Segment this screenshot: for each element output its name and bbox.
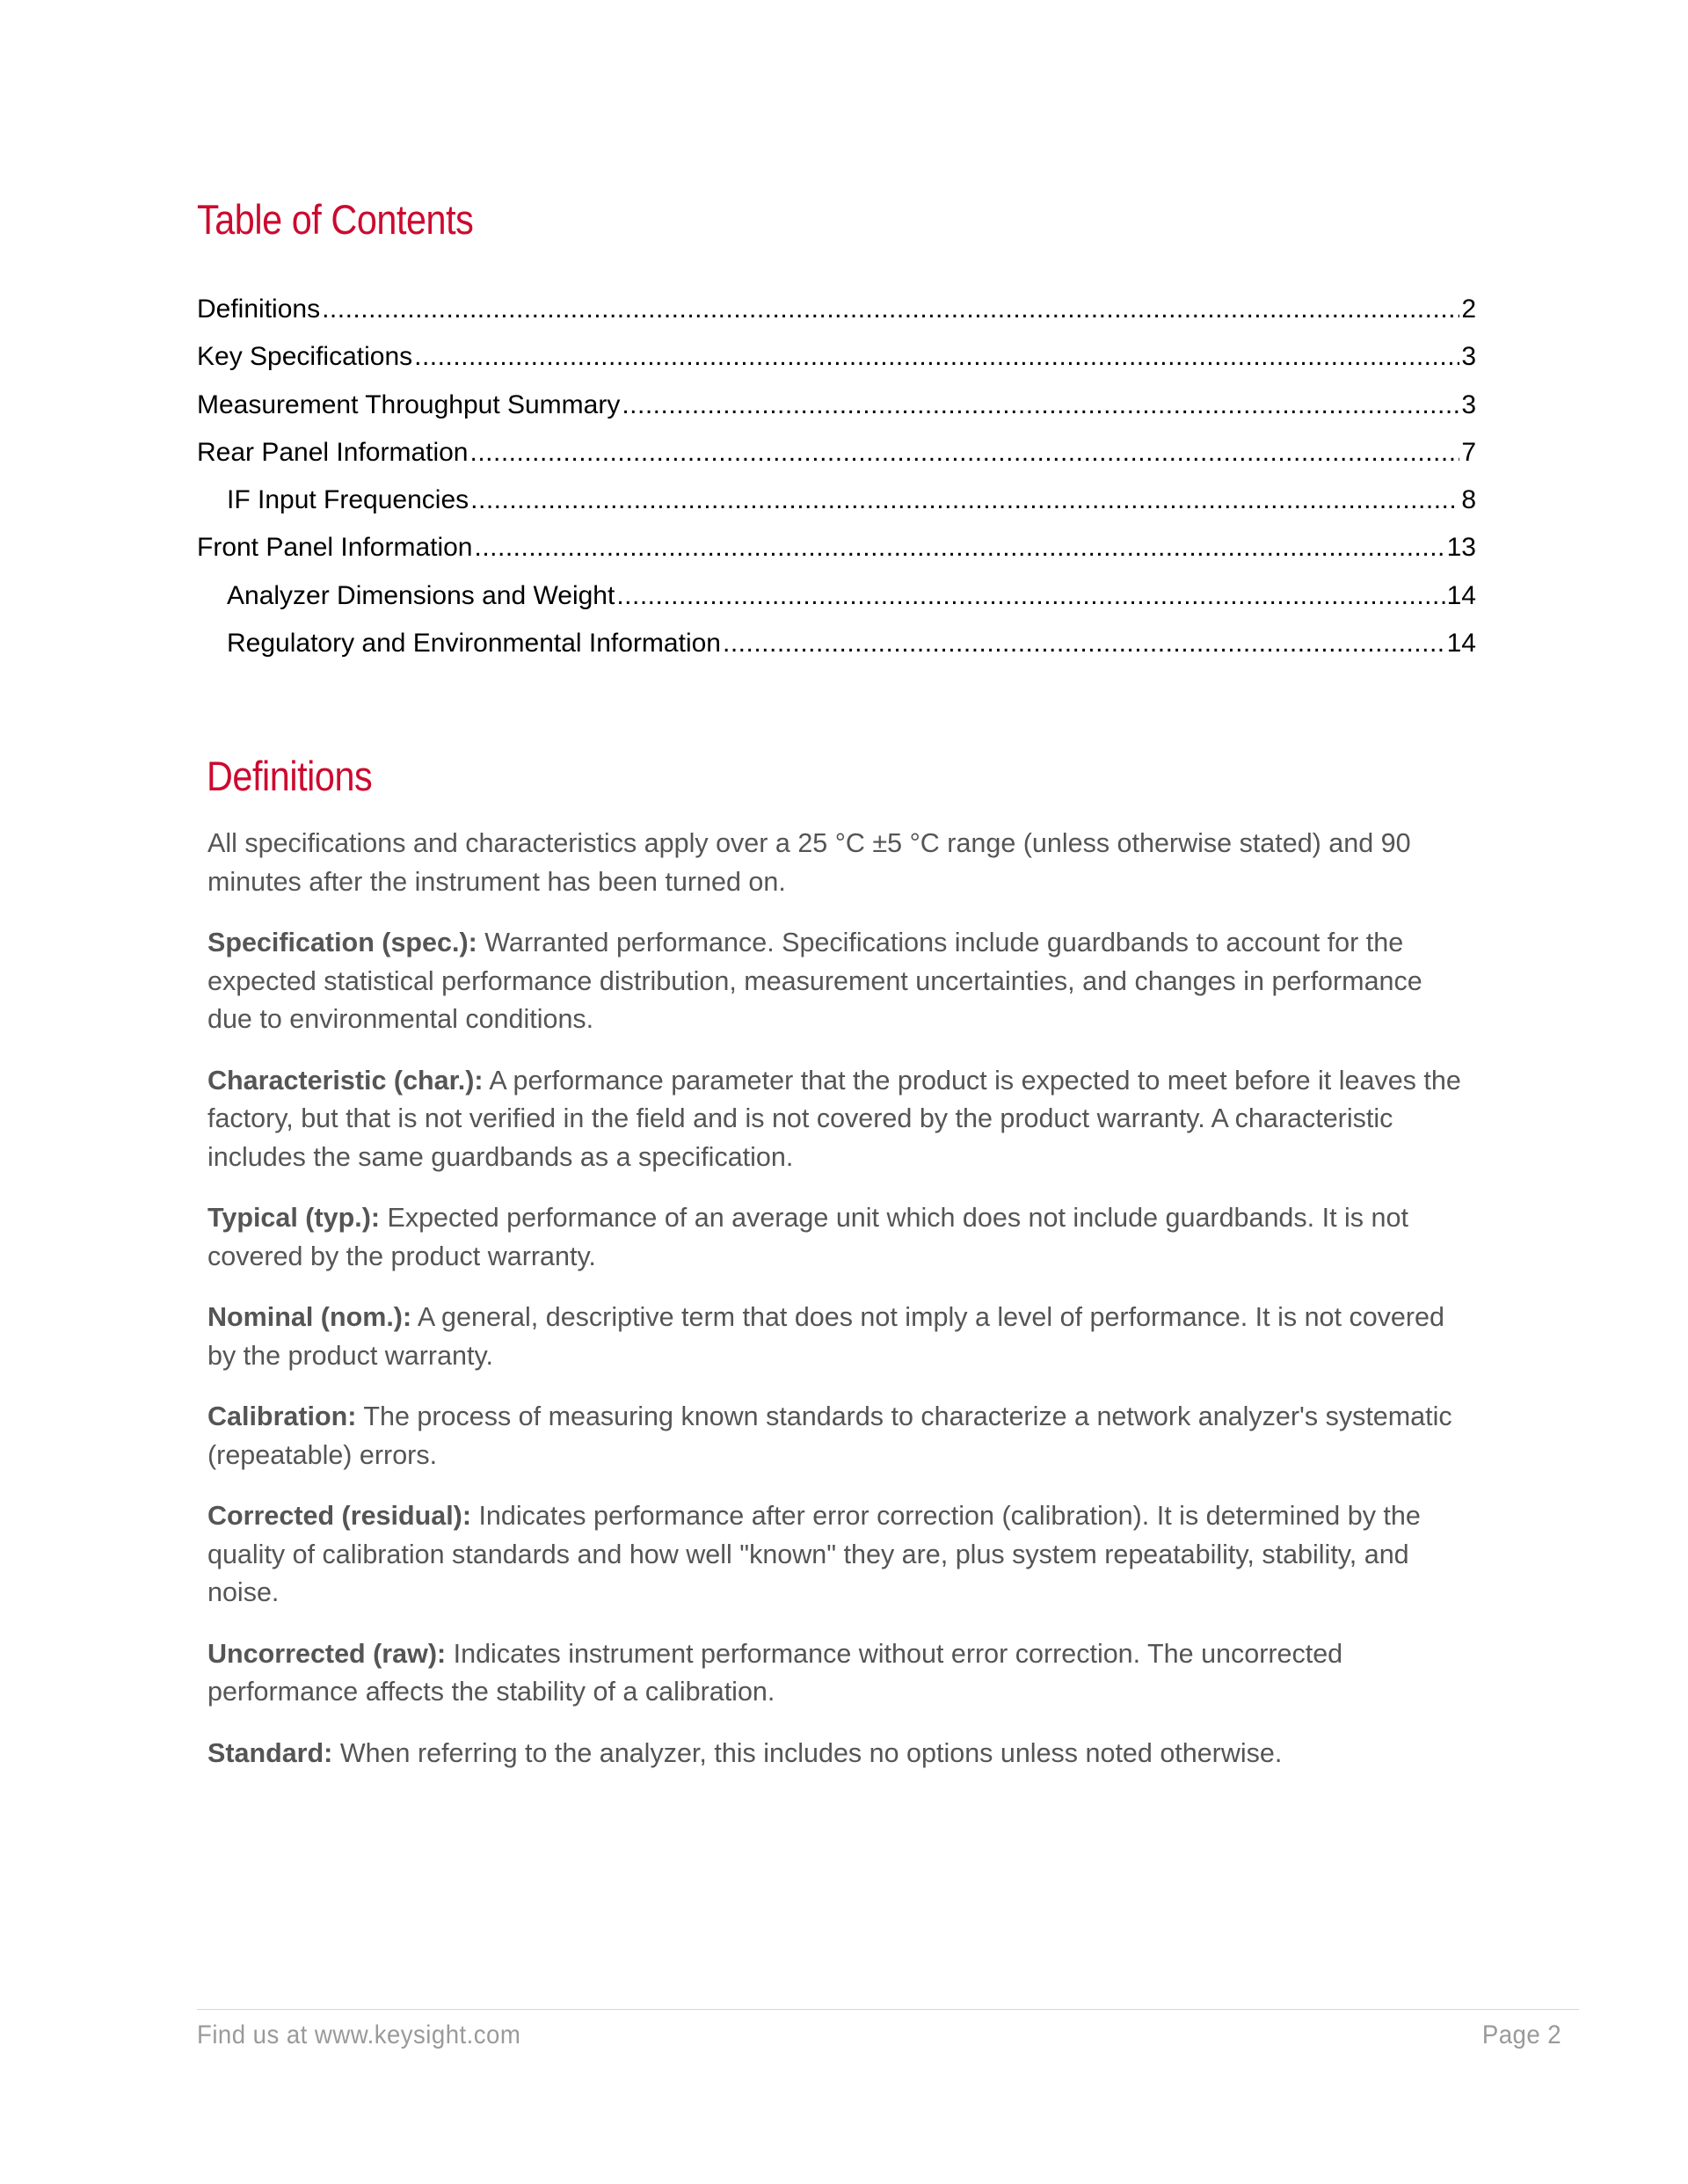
definition-text: Indicates performance after error correction (calibration). It is determined by the quality of calibration standards and how well "known" they are, plus system repeatability, stability, and noise. [207,1501,1421,1607]
toc-dot-leader [322,295,1459,324]
toc-entry-label: Front Panel Information [197,533,473,563]
toc-entry-measurement-throughput[interactable] [197,390,1476,438]
footer-page-number: Page 2 [1481,2020,1561,2049]
definition-item [207,1635,1465,1712]
table-of-contents [197,295,1476,676]
definition-text: Indicates instrument performance without error correction. The uncorrected performance affects the stability of a calibration. [207,1638,1343,1707]
definition-text: A performance parameter that the product is expected to meet before it leaves the factory, but that is not verified in the field and is not covered by the product warranty. A characteristic includes the same guardbands as a specification. [207,1065,1461,1172]
toc-entry-front-panel[interactable] [197,533,1476,580]
toc-entry-page: 7 [1461,437,1476,467]
toc-dot-leader [622,390,1459,420]
toc-entry-definitions[interactable] [197,295,1476,342]
toc-dot-leader [414,342,1459,372]
toc-entry-page: 13 [1446,533,1476,563]
definitions-heading: Definitions [207,753,373,799]
toc-dot-leader [475,533,1445,563]
toc-entry-rear-panel[interactable] [197,438,1476,485]
toc-entry-label: Regulatory and Environmental Information [227,629,721,659]
toc-entry-label: Rear Panel Information [197,437,469,467]
definition-term: Characteristic (char.): [207,1065,484,1096]
toc-entry-page: 8 [1461,485,1476,515]
toc-entry-label: Key Specifications [197,342,413,372]
toc-entry-analyzer-dimensions[interactable] [197,581,1476,629]
footer-divider [197,2009,1579,2010]
definition-text: When referring to the analyzer, this includes no options unless noted otherwise. [332,1737,1283,1768]
footer-website-link[interactable]: Find us at www.keysight.com [197,2020,521,2049]
definition-term: Standard: [207,1737,333,1768]
toc-entry-label: Definitions [197,295,321,324]
toc-entry-key-specifications[interactable] [197,342,1476,389]
definition-item [207,1497,1465,1613]
definitions-section [207,825,1465,1795]
definition-text: Warranted performance. Specifications include guardbands to account for the expected statistical performance distribution, measurement uncertainties, and changes in performance due to environmental conditions. [207,928,1422,1034]
definition-item [207,1299,1465,1375]
toc-entry-page: 14 [1446,629,1476,659]
definition-text: The process of measuring known standards to characterize a network analyzer's systematic (repeatable) errors. [207,1401,1452,1470]
toc-entry-page: 2 [1461,295,1476,324]
definition-term: Calibration: [207,1401,357,1431]
toc-entry-label: IF Input Frequencies [227,485,469,515]
toc-entry-regulatory[interactable] [197,629,1476,676]
definition-text: Expected performance of an average unit which does not include guardbands. It is not covered by the product warranty. [207,1203,1408,1271]
definition-term: Corrected (residual): [207,1501,471,1531]
definition-item [207,1062,1465,1177]
definition-text: A general, descriptive term that does not imply a level of performance. It is not covered by the product warranty. [207,1302,1444,1371]
definition-item [207,924,1465,1039]
definition-item [207,1199,1465,1276]
toc-entry-page: 14 [1446,580,1476,610]
definition-term: Typical (typ.): [207,1203,381,1233]
toc-entry-page: 3 [1461,389,1476,419]
toc-entry-page: 3 [1461,342,1476,372]
definition-item [207,1735,1465,1773]
definition-term: Uncorrected (raw): [207,1638,447,1669]
toc-dot-leader [470,485,1459,515]
definition-term: Specification (spec.): [207,928,477,957]
toc-dot-leader [470,438,1460,468]
toc-entry-label: Analyzer Dimensions and Weight [227,580,615,610]
toc-dot-leader [723,629,1445,659]
toc-title: Table of Contents [197,196,474,243]
toc-dot-leader [616,581,1444,611]
toc-entry-if-input-frequencies[interactable] [197,485,1476,533]
definitions-intro: All specifications and characteristics apply over a 25 °C ±5 °C range (unless otherwise stated) and 90 minutes after the instrument has been turned on. [207,828,1411,897]
definition-term: Nominal (nom.): [207,1302,412,1332]
definition-item [207,1398,1465,1474]
toc-entry-label: Measurement Throughput Summary [197,389,621,419]
